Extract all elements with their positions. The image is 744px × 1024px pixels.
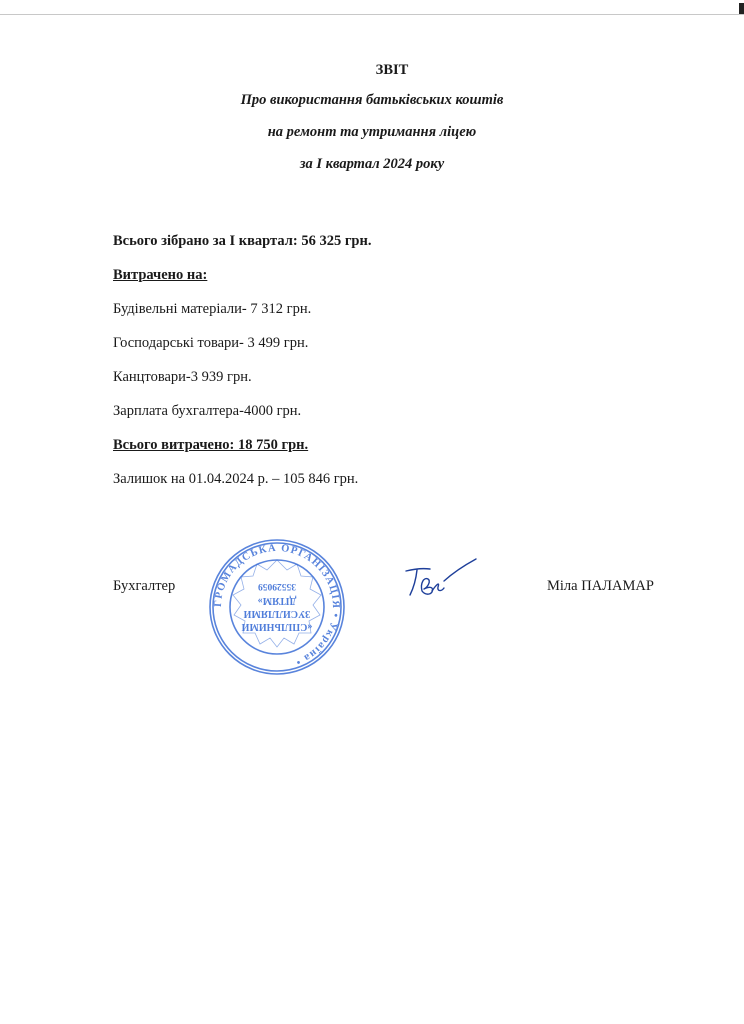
stamp-inner-line: ДІТЯМ» [257,595,297,606]
organization-stamp [207,537,347,677]
signatory-name: Міла ПАЛАМАР [547,578,654,594]
expense-item: Будівельні матеріали- 7 312 грн. [113,301,312,317]
signatory-role: Бухгалтер [113,578,176,594]
report-title: ЗВІТ [375,62,409,78]
report-header [0,62,744,187]
total-spent: Всього витрачено: 18 750 грн. [113,437,309,453]
stamp-inner-line: 35529059 [258,581,296,591]
expense-item: Канцтовари-3 939 грн. [113,369,252,385]
expense-item: Господарські товари- 3 499 грн. [113,335,309,351]
total-collected: Всього зібрано за І квартал: 56 325 грн. [113,233,372,249]
spent-on-heading: Витрачено на: [113,267,208,283]
stamp-inner-line: ЗУСИЛЛЯМИ [243,608,311,619]
report-subtitle-line-2: на ремонт та утримання ліцею [267,124,477,140]
report-body [113,232,673,504]
scan-top-edge [0,14,744,15]
report-subtitle-line-1: Про використання батьківських коштів [240,92,504,108]
stamp-inner-line: «СПІЛЬНИМИ [241,621,313,632]
scan-corner-mark [739,3,744,14]
expense-item: Зарплата бухгалтера-4000 грн. [113,403,302,419]
stamp-outer-text: ГРОМАДСЬКА ОРГАНІЗАЦІЯ • Україна • [212,542,342,668]
balance: Залишок на 01.04.2024 р. – 105 846 грн. [113,471,359,487]
handwritten-signature [400,551,480,601]
report-subtitle-line-3: за І квартал 2024 року [299,156,445,172]
